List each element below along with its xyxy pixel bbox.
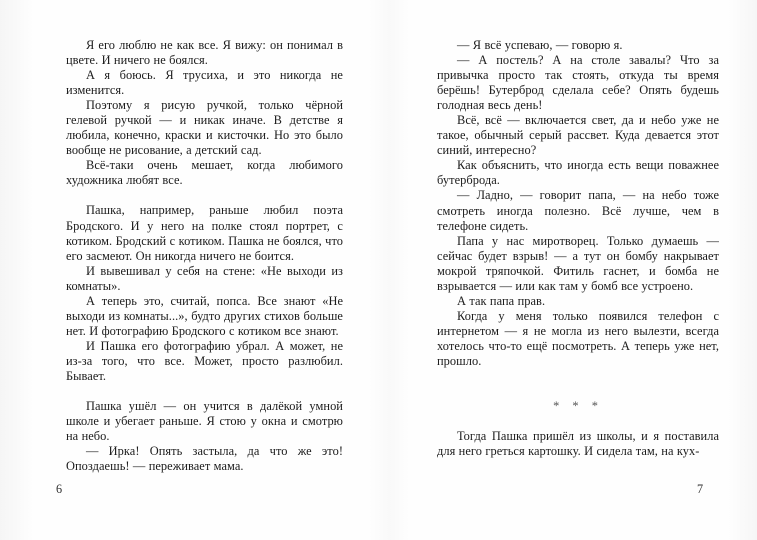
page-number-left: 6 — [56, 482, 63, 496]
body-paragraph: И Пашка его фотографию убрал. А может, не из-за того, что все. Может, просто разлюбил. Бывает. — [66, 338, 343, 383]
body-paragraph: А так папа прав. — [457, 293, 546, 308]
section-gap — [437, 369, 719, 384]
body-paragraph: Я его люблю не как все. Я вижу: он понимал в цвете. И ничего не боялся. — [66, 38, 343, 68]
left-page-textblock — [66, 38, 343, 474]
body-paragraph: Пашка ушёл — он учится в далёкой умной школе и убегает раньше. Я стою у окна и смотрю на небо. — [66, 399, 343, 444]
section-gap — [437, 414, 719, 429]
body-paragraph: А теперь это, считай, попса. Все знают «Не выходи из комнаты...», будто других стихов больше нет. И фотографию Бродского с котиком все знают. — [66, 293, 343, 338]
section-gap — [66, 188, 343, 203]
body-paragraph: И вывешивал у себя на стене: «Не выходи из комнаты». — [66, 263, 343, 293]
body-paragraph: — А постель? А на столе завалы? Что за привычка просто так стоять, откуда ты время берёшь! Бутерброд сделала себе? Опять будешь голодная весь день! — [437, 53, 719, 113]
body-paragraph: Поэтому я рисую ручкой, только чёрной гелевой ручкой — и никак иначе. В детстве я любила, конечно, краски и кисточки. Но это было вообще не рисование, а детский сад. — [66, 98, 343, 158]
section-gap — [66, 384, 343, 399]
right-page-textblock — [437, 38, 719, 459]
body-paragraph: Пашка, например, раньше любил поэта Бродского. И у него на полке стоял портрет, с котиком. Бродский с котиком. Пашка не боялся, что его засмеют. Он никогда ничего не боится. — [66, 203, 343, 263]
page-right — [380, 0, 757, 540]
body-paragraph: — Ладно, — говорит папа, — на небо тоже смотреть иногда полезно. Всё лучше, чем в телефоне сидеть. — [437, 188, 719, 233]
section-separator: * * * — [553, 399, 603, 414]
body-paragraph: Всё-таки очень мешает, когда любимого художника любят все. — [66, 158, 343, 188]
body-paragraph: Тогда Пашка пришёл из школы, и я поставила для него греться картошку. И сидела там, на кух- — [437, 429, 719, 459]
section-gap — [437, 384, 719, 399]
body-paragraph: А я боюсь. Я трусиха, и это никогда не изменится. — [66, 68, 343, 98]
body-paragraph: Всё, всё — включается свет, да и небо уже не такое, обычный серый рассвет. Куда девается этот синий, интересно? — [437, 113, 719, 158]
body-paragraph: — Я всё успеваю, — говорю я. — [457, 38, 623, 52]
body-paragraph: Когда у меня только появился телефон с интернетом — я не могла из него вылезти, всегда хотелось что-то ещё посмотреть. А теперь уже нет, прошло. — [437, 308, 719, 368]
body-paragraph: Как объяснить, что иногда есть вещи поважнее бутерброда. — [437, 158, 719, 188]
body-paragraph: — Ирка! Опять застыла, да что же это! Опоздаешь! — переживает мама. — [66, 444, 343, 474]
page-number-right: 7 — [697, 482, 704, 496]
body-paragraph: Папа у нас миротворец. Только думаешь — сейчас будет взрыв! — а тут он бомбу накрывает мокрой тряпочкой. Фитиль гаснет, и бомба не взрывается — или как там у бомб все устроено. — [437, 233, 719, 293]
